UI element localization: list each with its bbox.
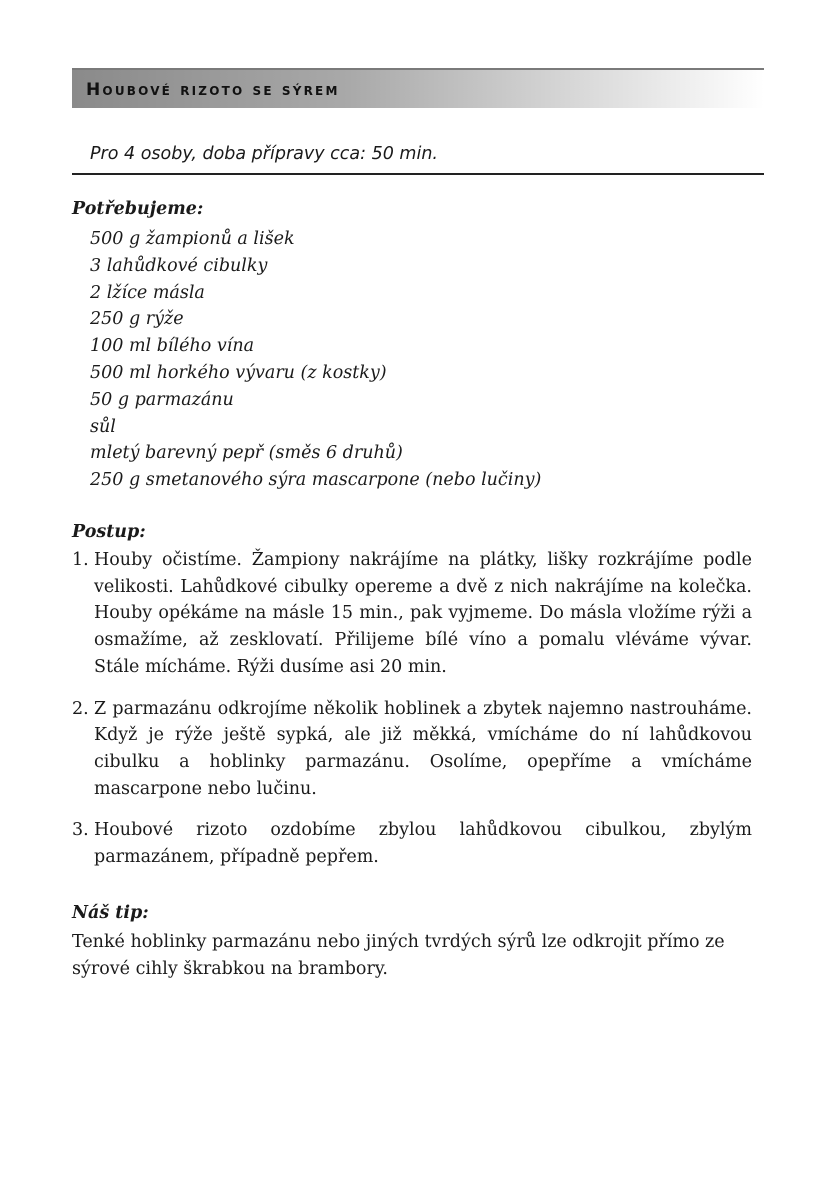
steps-list: [72, 547, 752, 886]
ingredients-list: [90, 226, 541, 494]
steps-heading: Postup:: [72, 522, 146, 542]
tip-text: Tenké hoblinky parmazánu nebo jiných tvrdých sýrů lze odkrojit přímo ze sýrové cihly škrabkou na brambory.: [72, 932, 725, 979]
recipe-subtitle: Pro 4 osoby, doba přípravy cca: 50 min.: [90, 144, 438, 164]
ingredient-item: 250 g smetanového sýra mascarpone (nebo lučiny): [90, 470, 542, 491]
step-item: [72, 547, 752, 681]
ingredient-item: sůl: [90, 416, 116, 437]
recipe-title: Houbové rizoto se sýrem: [86, 80, 340, 100]
step-item: [72, 817, 752, 870]
ingredient-item: 3 lahůdkové cibulky: [90, 255, 268, 276]
divider: [72, 173, 764, 175]
ingredient-item: 100 ml bílého vína: [90, 336, 255, 357]
ingredient-item: 500 g žampionů a lišek: [90, 229, 295, 249]
ingredient-item: 250 g rýže: [90, 309, 184, 330]
step-text: Z parmazánu odkrojíme několik hoblinek a zbytek najemno nastrouháme. Když je rýže ještě sypká, ale již měkká, vmícháme do ní lahůdkovou cibulku a hoblinky parmazánu. Osolíme, opepříme a vmícháme mascarpone nebo lučinu.: [94, 698, 752, 799]
step-number: 1.: [72, 550, 89, 570]
title-bar: [72, 68, 764, 108]
ingredient-item: 2 lžíce másla: [90, 282, 205, 303]
ingredient-item: 500 ml horkého vývaru (z kostky): [90, 362, 387, 383]
tip-heading: Náš tip:: [72, 903, 149, 923]
step-item: [72, 696, 752, 803]
step-number: 3.: [72, 820, 89, 841]
step-number: 2.: [72, 698, 89, 719]
step-text: Houby očistíme. Žampiony nakrájíme na plátky, lišky rozkrájíme podle velikosti. Lahůdkové cibulky opereme a dvě z nich nakrájíme na kolečka. Houby opékáme na másle 15 min., pak vyjmeme. Do másla vložíme rýži a osmažíme, až zesklovatí. Přilijeme bílé víno a pomalu vléváme vývar. Stále mícháme. Rýži dusíme asi 20 min.: [94, 550, 752, 677]
ingredients-heading: Potřebujeme:: [72, 199, 204, 219]
step-text: Houbové rizoto ozdobíme zbylou lahůdkovou cibulkou, zbylým parmazánem, případně pepřem.: [94, 820, 752, 868]
ingredient-item: mletý barevný pepř (směs 6 druhů): [90, 443, 403, 464]
ingredient-item: 50 g parmazánu: [90, 389, 234, 410]
